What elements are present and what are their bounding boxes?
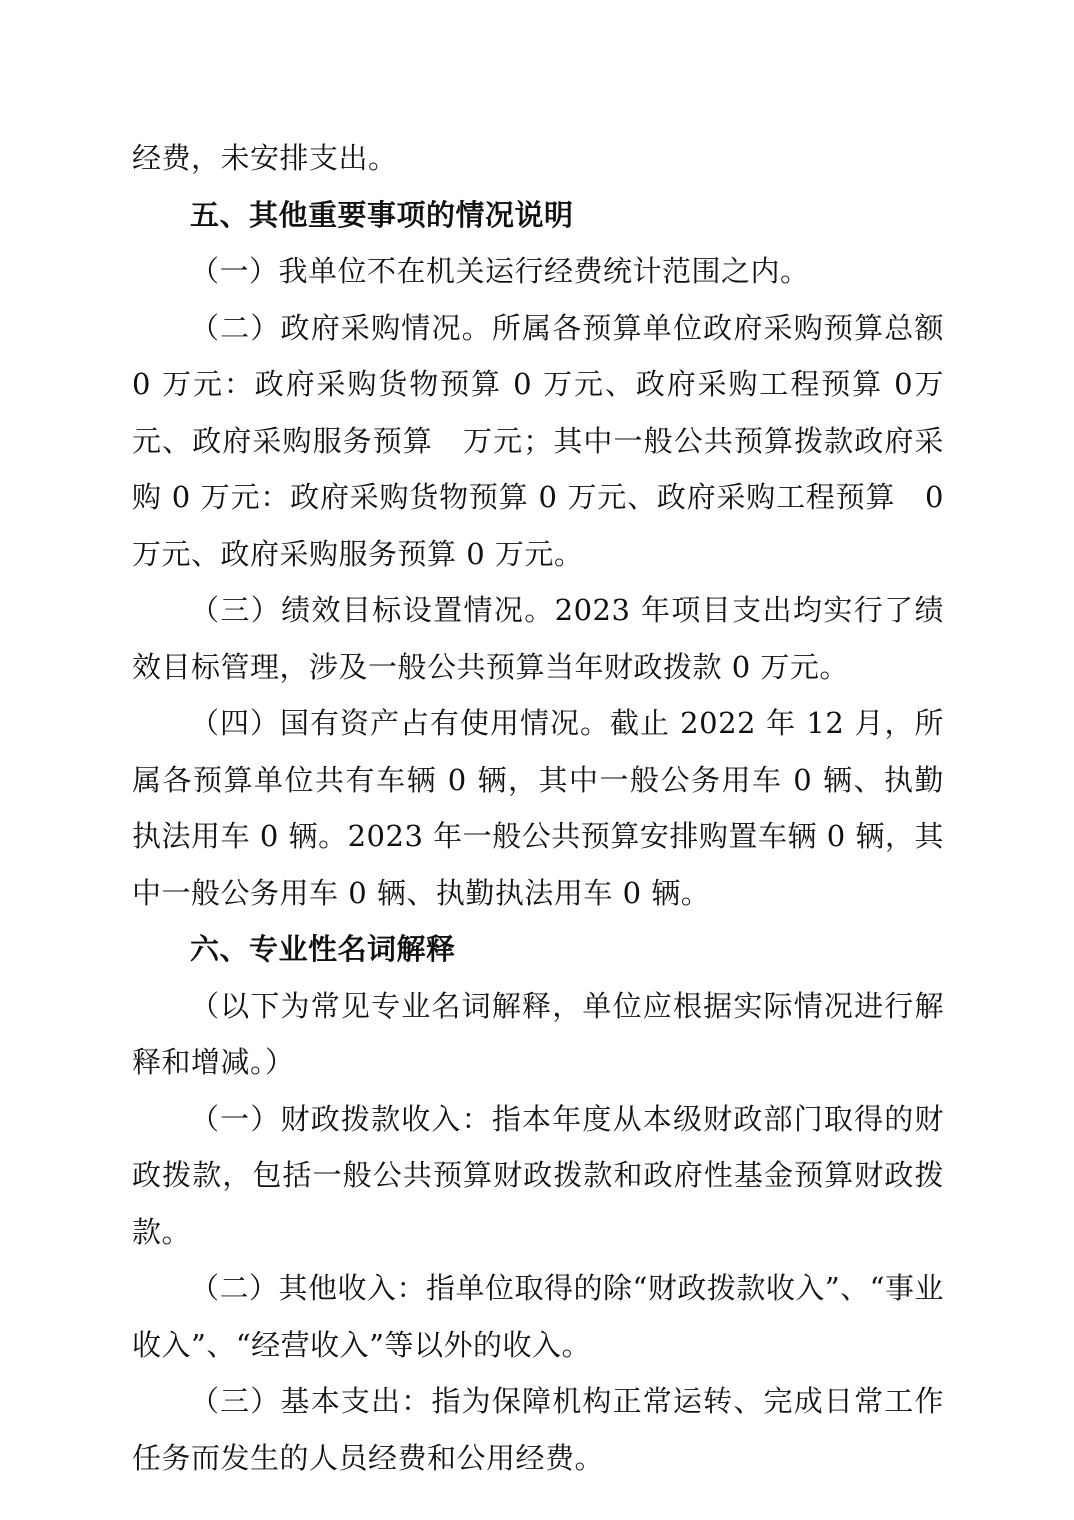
paragraph-continuation: 经费，未安排支出。	[132, 141, 398, 175]
paragraph-procurement: （二）政府采购情况。所属各预算单位政府采购预算总额 0 万元：政府采购货物预算 0 万元、政府采购工程预算 0万元、政府采购服务预算 万元；其中一般公共预算拨款政府采购 0 万元：政府采购货物预算 0 万元、政府采购工程预算 0万元、政府采购服务预算 0 万元。	[132, 310, 944, 571]
document-page	[132, 130, 944, 1486]
paragraph-assets: （四）国有资产占有使用情况。截止 2022 年 12 月，所属各预算单位共有车辆 0 辆，其中一般公务用车 0 辆、执勤执法用车 0 辆。2023 年一般公共预算安排购置车辆 0 辆，其中一般公务用车 0 辆、执勤执法用车 0 辆。	[132, 706, 944, 910]
paragraph-definition-3: （三）基本支出：指为保障机构正常运转、完成日常工作任务而发生的人员经费和公用经费。	[132, 1384, 944, 1475]
section-heading-6: 六、专业性名词解释	[190, 932, 456, 966]
paragraph-definition-1: （一）财政拨款收入：指本年度从本级财政部门取得的财政拨款，包括一般公共预算财政拨款和政府性基金预算财政拨款。	[132, 1101, 944, 1249]
paragraph-performance: （三）绩效目标设置情况。2023 年项目支出均实行了绩效目标管理，涉及一般公共预算当年财政拨款 0 万元。	[132, 593, 944, 684]
paragraph-definition-2: （二）其他收入：指单位取得的除“财政拨款收入”、“事业收入”、“经营收入”等以外的收入。	[132, 1271, 944, 1362]
paragraph-note: （以下为常见专业名词解释，单位应根据实际情况进行解释和增减。）	[132, 988, 944, 1079]
section-heading-5: 五、其他重要事项的情况说明	[190, 197, 574, 232]
paragraph-item-1: （一）我单位不在机关运行经费统计范围之内。	[190, 254, 810, 288]
